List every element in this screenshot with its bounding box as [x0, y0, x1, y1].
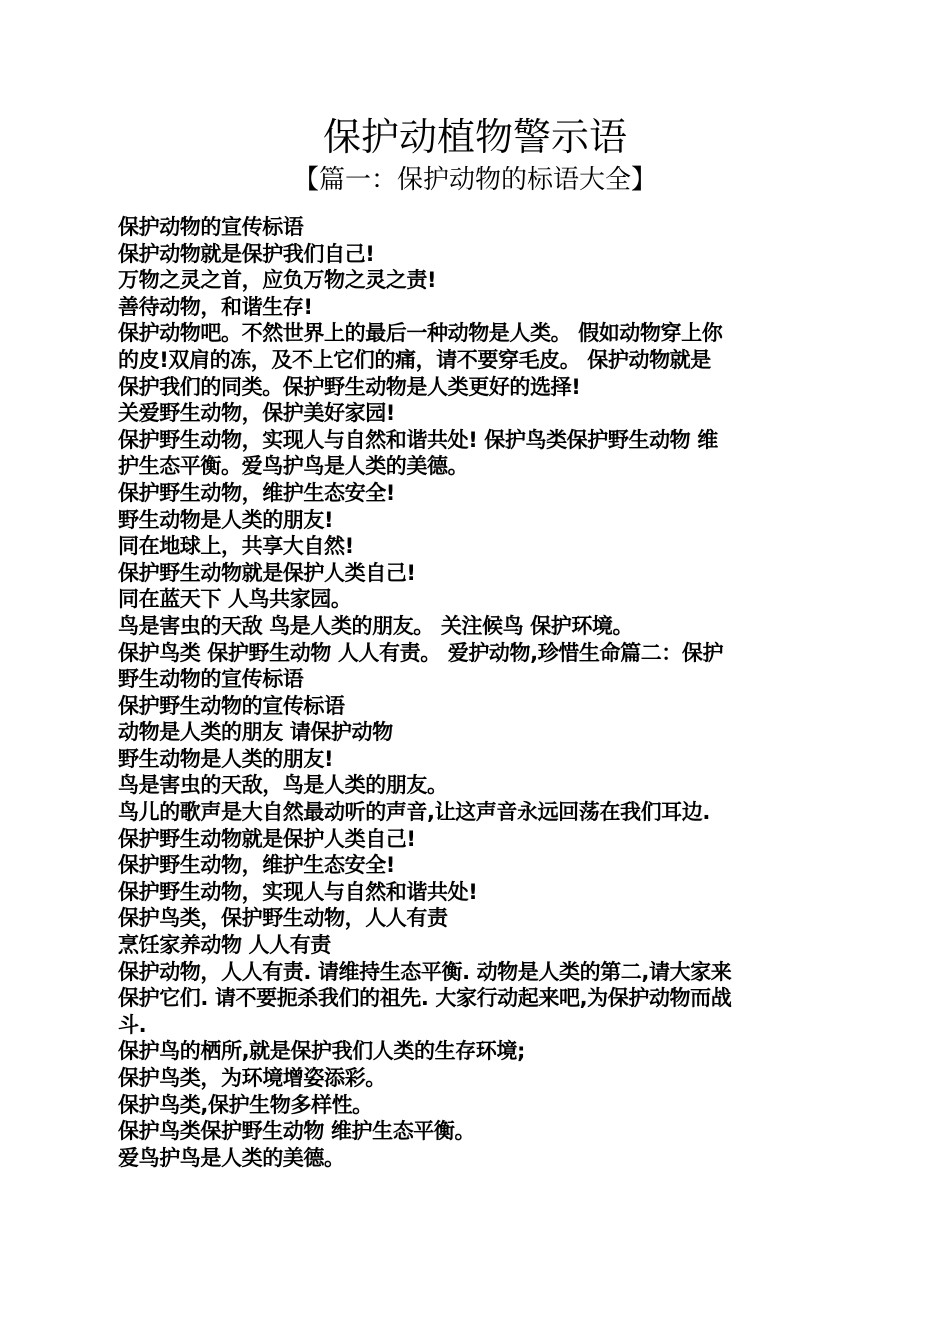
text-line: 鸟是害虫的天敌，鸟是人类的朋友。 [118, 773, 448, 798]
text-line: 同在蓝天下 人鸟共家园。 [118, 587, 352, 612]
text-line: 保护动物的宣传标语 [118, 215, 304, 239]
text-line: 万物之灵之首，应负万物之灵之责! [118, 268, 437, 293]
text-line: 的皮!双肩的冻，及不上它们的痛，请不要穿毛皮。 保护动物就是 [118, 347, 711, 372]
text-line: 保护鸟类 保护野生动物 人人有责。 爱护动物,珍惜生命篇二：保护 [118, 640, 724, 665]
text-line: 烹饪家养动物 人人有责 [118, 933, 331, 958]
text-line: 善待动物，和谐生存! [118, 294, 313, 319]
document-title: 保护动植物警示语 [322, 115, 627, 159]
text-line: 保护野生动物，维护生态安全! [118, 480, 395, 505]
text-line: 同在地球上，共享大自然! [118, 534, 354, 559]
text-line: 鸟是害虫的天敌 鸟是人类的朋友。 关注候鸟 保护环境。 [118, 613, 634, 638]
document-body [118, 214, 830, 1171]
text-line: 保护动物，人人有责. 请维持生态平衡. 动物是人类的第二,请大家来 [118, 959, 732, 984]
text-line: 鸟儿的歌声是大自然最动听的声音,让这声音永远回荡在我们耳边. [118, 800, 710, 825]
text-line: 野生动物是人类的朋友! [118, 507, 334, 532]
text-line: 保护它们. 请不要扼杀我们的祖先. 大家行动起来吧,为保护动物而战 [118, 986, 732, 1011]
text-line: 保护野生动物，实现人与自然和谐共处! 保护鸟类保护野生动物 维 [118, 427, 718, 452]
text-line: 保护我们的同类。保护野生动物是人类更好的选择! [118, 374, 581, 399]
text-line: 斗. [118, 1012, 147, 1037]
text-line: 保护野生动物就是保护人类自己! [118, 560, 416, 585]
text-line: 保护动物就是保护我们自己! [118, 241, 375, 266]
text-line: 野生动物是人类的朋友! [118, 746, 334, 771]
text-line: 保护野生动物，实现人与自然和谐共处! [118, 879, 478, 904]
document-subtitle: 【篇一：保护动物的标语大全】 [292, 165, 657, 195]
text-line: 保护动物吧。不然世界上的最后一种动物是人类。 假如动物穿上你 [118, 321, 723, 346]
text-line: 保护野生动物的宣传标语 [118, 693, 345, 718]
text-line: 保护鸟类,保护生物多样性。 [118, 1092, 373, 1117]
text-line: 爱鸟护鸟是人类的美德。 [118, 1145, 345, 1170]
text-line: 保护鸟的栖所,就是保护我们人类的生存环境; [118, 1039, 525, 1064]
text-line: 保护鸟类，为环境增姿添彩。 [118, 1066, 386, 1090]
text-line: 保护鸟类，保护野生动物，人人有责 [118, 906, 448, 931]
text-line: 保护野生动物就是保护人类自己! [118, 826, 416, 851]
text-line: 野生动物的宣传标语 [118, 667, 304, 692]
text-line: 关爱野生动物，保护美好家园! [118, 401, 395, 426]
text-line: 护生态平衡。爱鸟护鸟是人类的美德。 [118, 454, 469, 479]
text-line: 保护鸟类保护野生动物 维护生态平衡。 [118, 1119, 476, 1144]
text-line: 保护野生动物，维护生态安全! [118, 853, 395, 878]
text-line: 动物是人类的朋友 请保护动物 [118, 720, 393, 745]
